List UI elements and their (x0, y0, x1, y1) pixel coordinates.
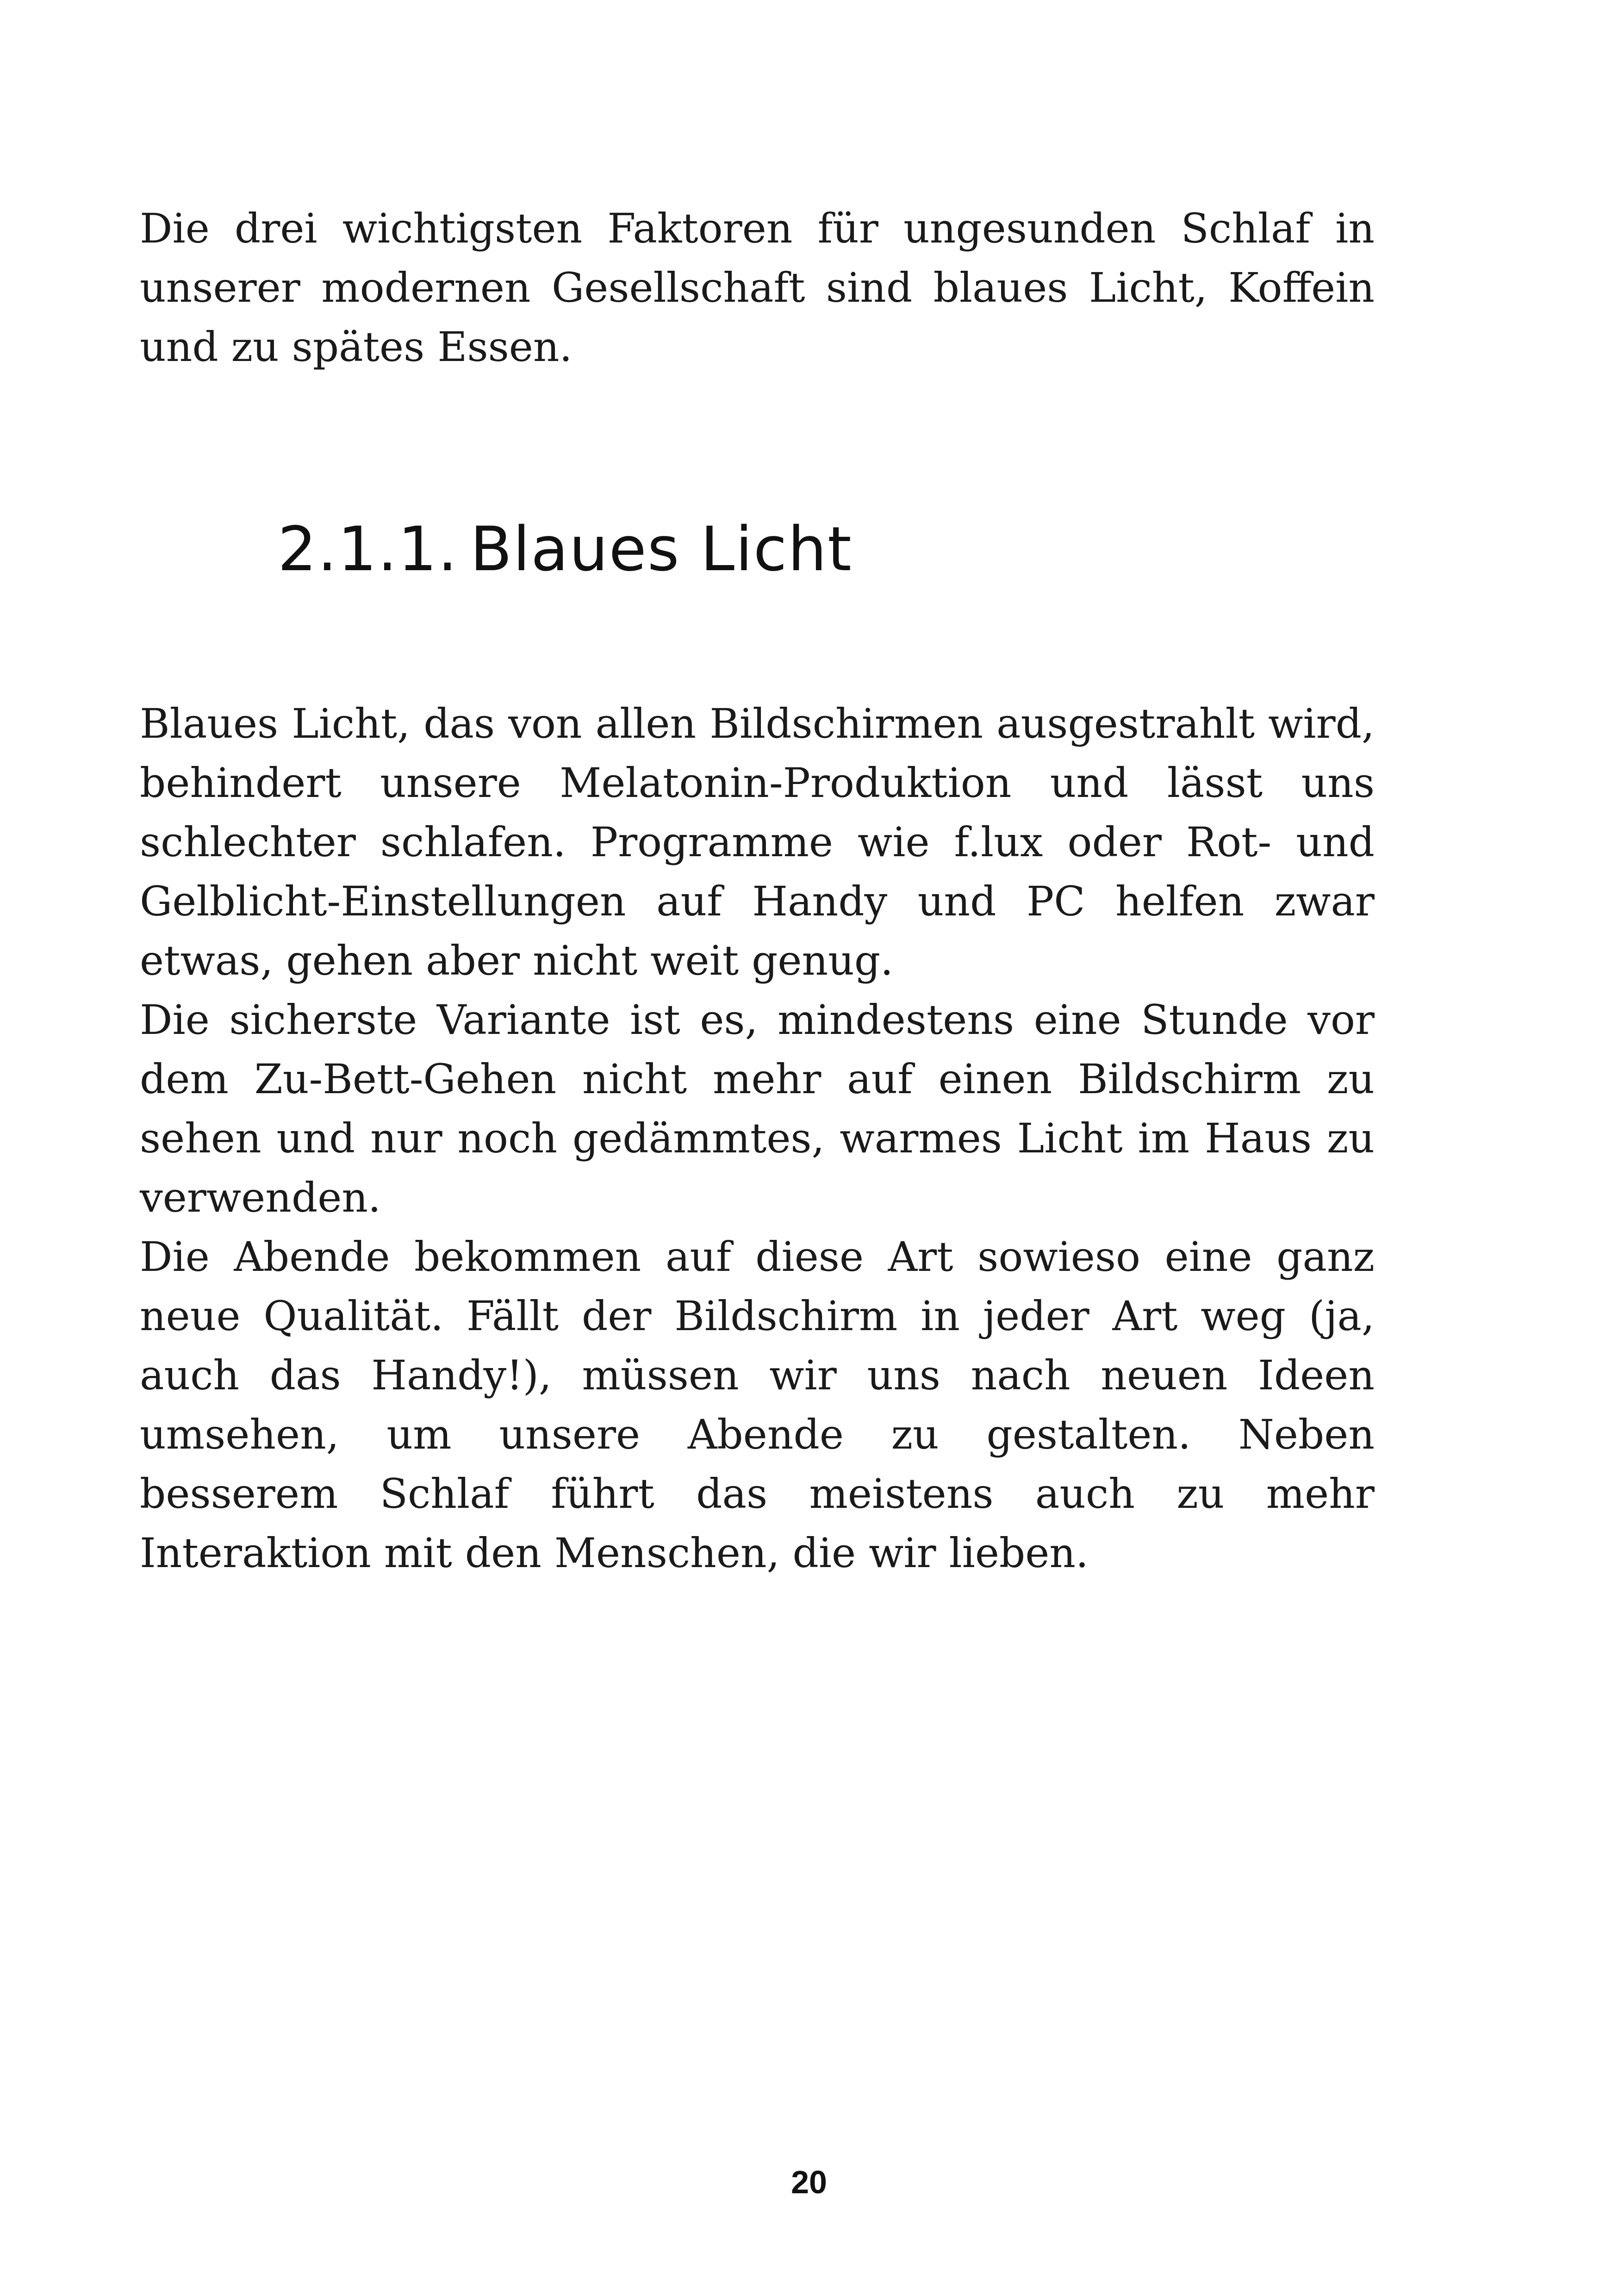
body-paragraph: Die sicherste Variante ist es, mindestens eine Stunde vor dem Zu-Bett-Gehen nicht mehr auf einen Bildschirm zu sehen und nur noch gedämmtes, warmes Licht im Haus zu verwenden. (140, 996, 1375, 1221)
body-paragraph: Blaues Licht, das von allen Bildschirmen ausgestrahlt wird, behindert unsere Melatonin-Produktion und lässt uns schlechter schlafen. Programme wie f.lux oder Rot- und Gelblicht-Einstellungen auf Handy und PC helfen zwar etwas, gehen aber nicht weit genug. (140, 700, 1375, 984)
section-body (140, 694, 1375, 1583)
page-number: 20 (791, 2164, 827, 2200)
section-heading (278, 514, 853, 585)
section-title: Blaues Licht (470, 514, 853, 585)
body-paragraph: Die Abende bekommen auf diese Art sowieso eine ganz neue Qualität. Fällt der Bildschirm in jeder Art weg (ja, auch das Handy!), müssen wir uns nach neuen Ideen umsehen, um unsere Abende zu gestalten. Neben besserem Schlaf führt das meistens auch zu mehr Interaktion mit den Menschen, die wir lieben. (140, 1233, 1375, 1577)
intro-paragraph: Die drei wichtigsten Faktoren für ungesunden Schlaf in unserer modernen Gesellschaft sind blaues Licht, Koffein und zu spätes Essen. (140, 205, 1375, 371)
section-number: 2.1.1. (278, 514, 458, 585)
